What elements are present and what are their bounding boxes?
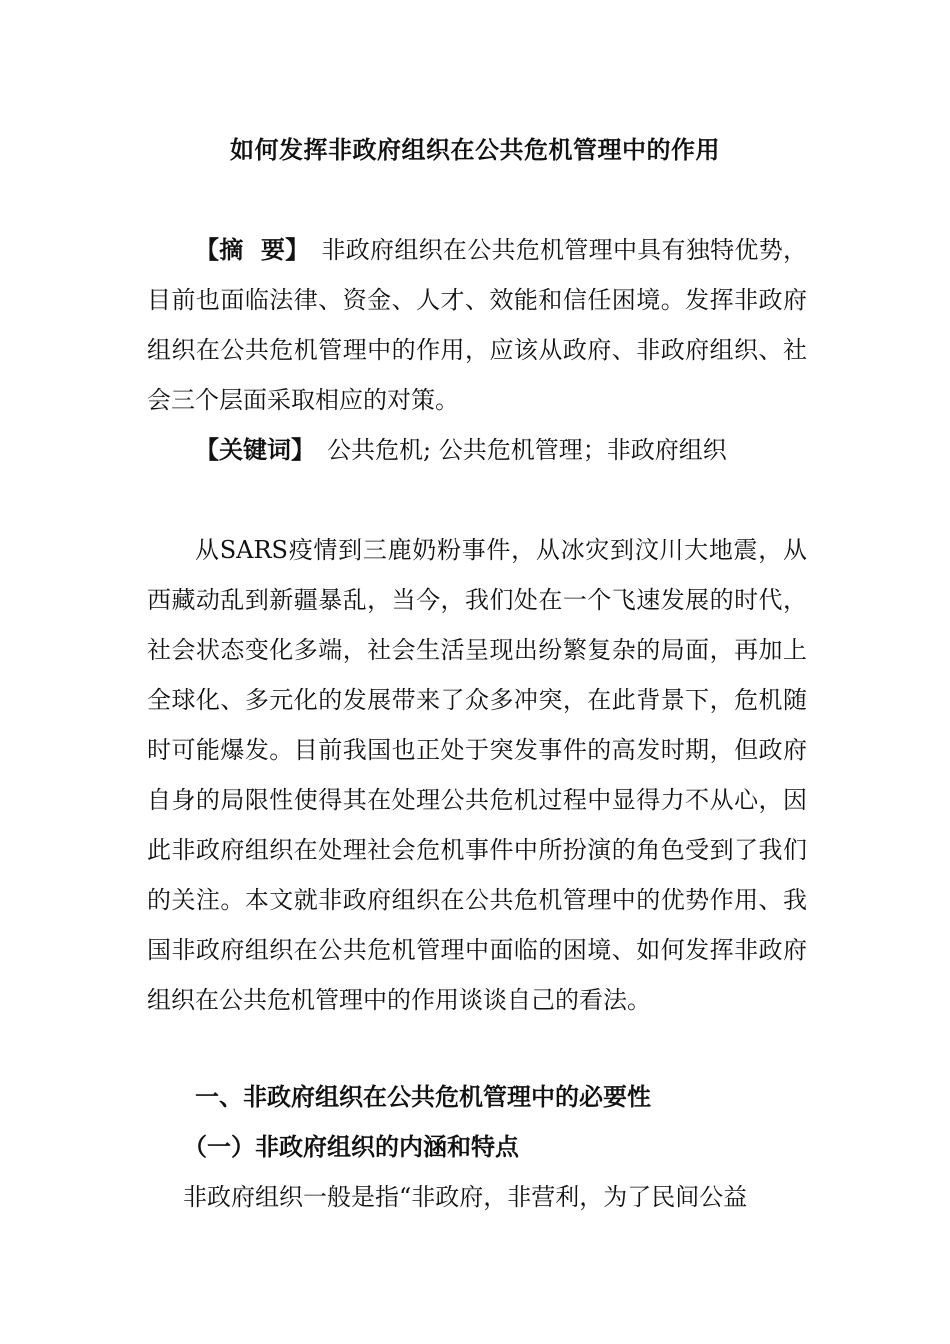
abstract-label: 【摘 要】 xyxy=(195,236,310,264)
intro-paragraph: 从SARS疫情到三鹿奶粉事件，从冰灾到汶川大地震，从西藏动乱到新疆暴乱，当今，我们处在一个飞速发展的时代，社会状态变化多端，社会生活呈现出纷繁复杂的局面，再加上全球化、多元化的发展带来了众多冲突，在此背景下，危机随时可能爆发。目前我国也正处于突发事件的高发时期，但政府自身的局限性使得其在处理公共危机过程中显得力不从心，因此非政府组织在处理社会危机事件中所扮演的角色受到了我们的关注。本文就非政府组织在公共危机管理中的优势作用、我国非政府组织在公共危机管理中面临的困境、如何发挥非政府组织在公共危机管理中的作用谈谈自己的看法。 xyxy=(147,536,807,1014)
abstract-text: 非政府组织在公共危机管理中具有独特优势，目前也面临法律、资金、人才、效能和信任困境。发挥非政府组织在公共危机管理中的作用，应该从政府、非政府组织、社会三个层面采取相应的对策。 xyxy=(147,236,808,414)
subsection-heading: （一）非政府组织的内涵和特点 xyxy=(183,1133,519,1161)
section-heading: 一、非政府组织在公共危机管理中的必要性 xyxy=(195,1083,651,1111)
keywords-text: 公共危机; 公共危机管理；非政府组织 xyxy=(327,436,727,464)
keywords-paragraph xyxy=(147,425,807,475)
body-paragraph-start: 非政府组织一般是指“非政府，非营利，为了民间公益 xyxy=(183,1183,748,1211)
keywords-label: 【关键词】 xyxy=(195,436,315,464)
document-title: 如何发挥非政府组织在公共危机管理中的作用 xyxy=(230,136,720,164)
abstract-paragraph xyxy=(147,225,807,425)
